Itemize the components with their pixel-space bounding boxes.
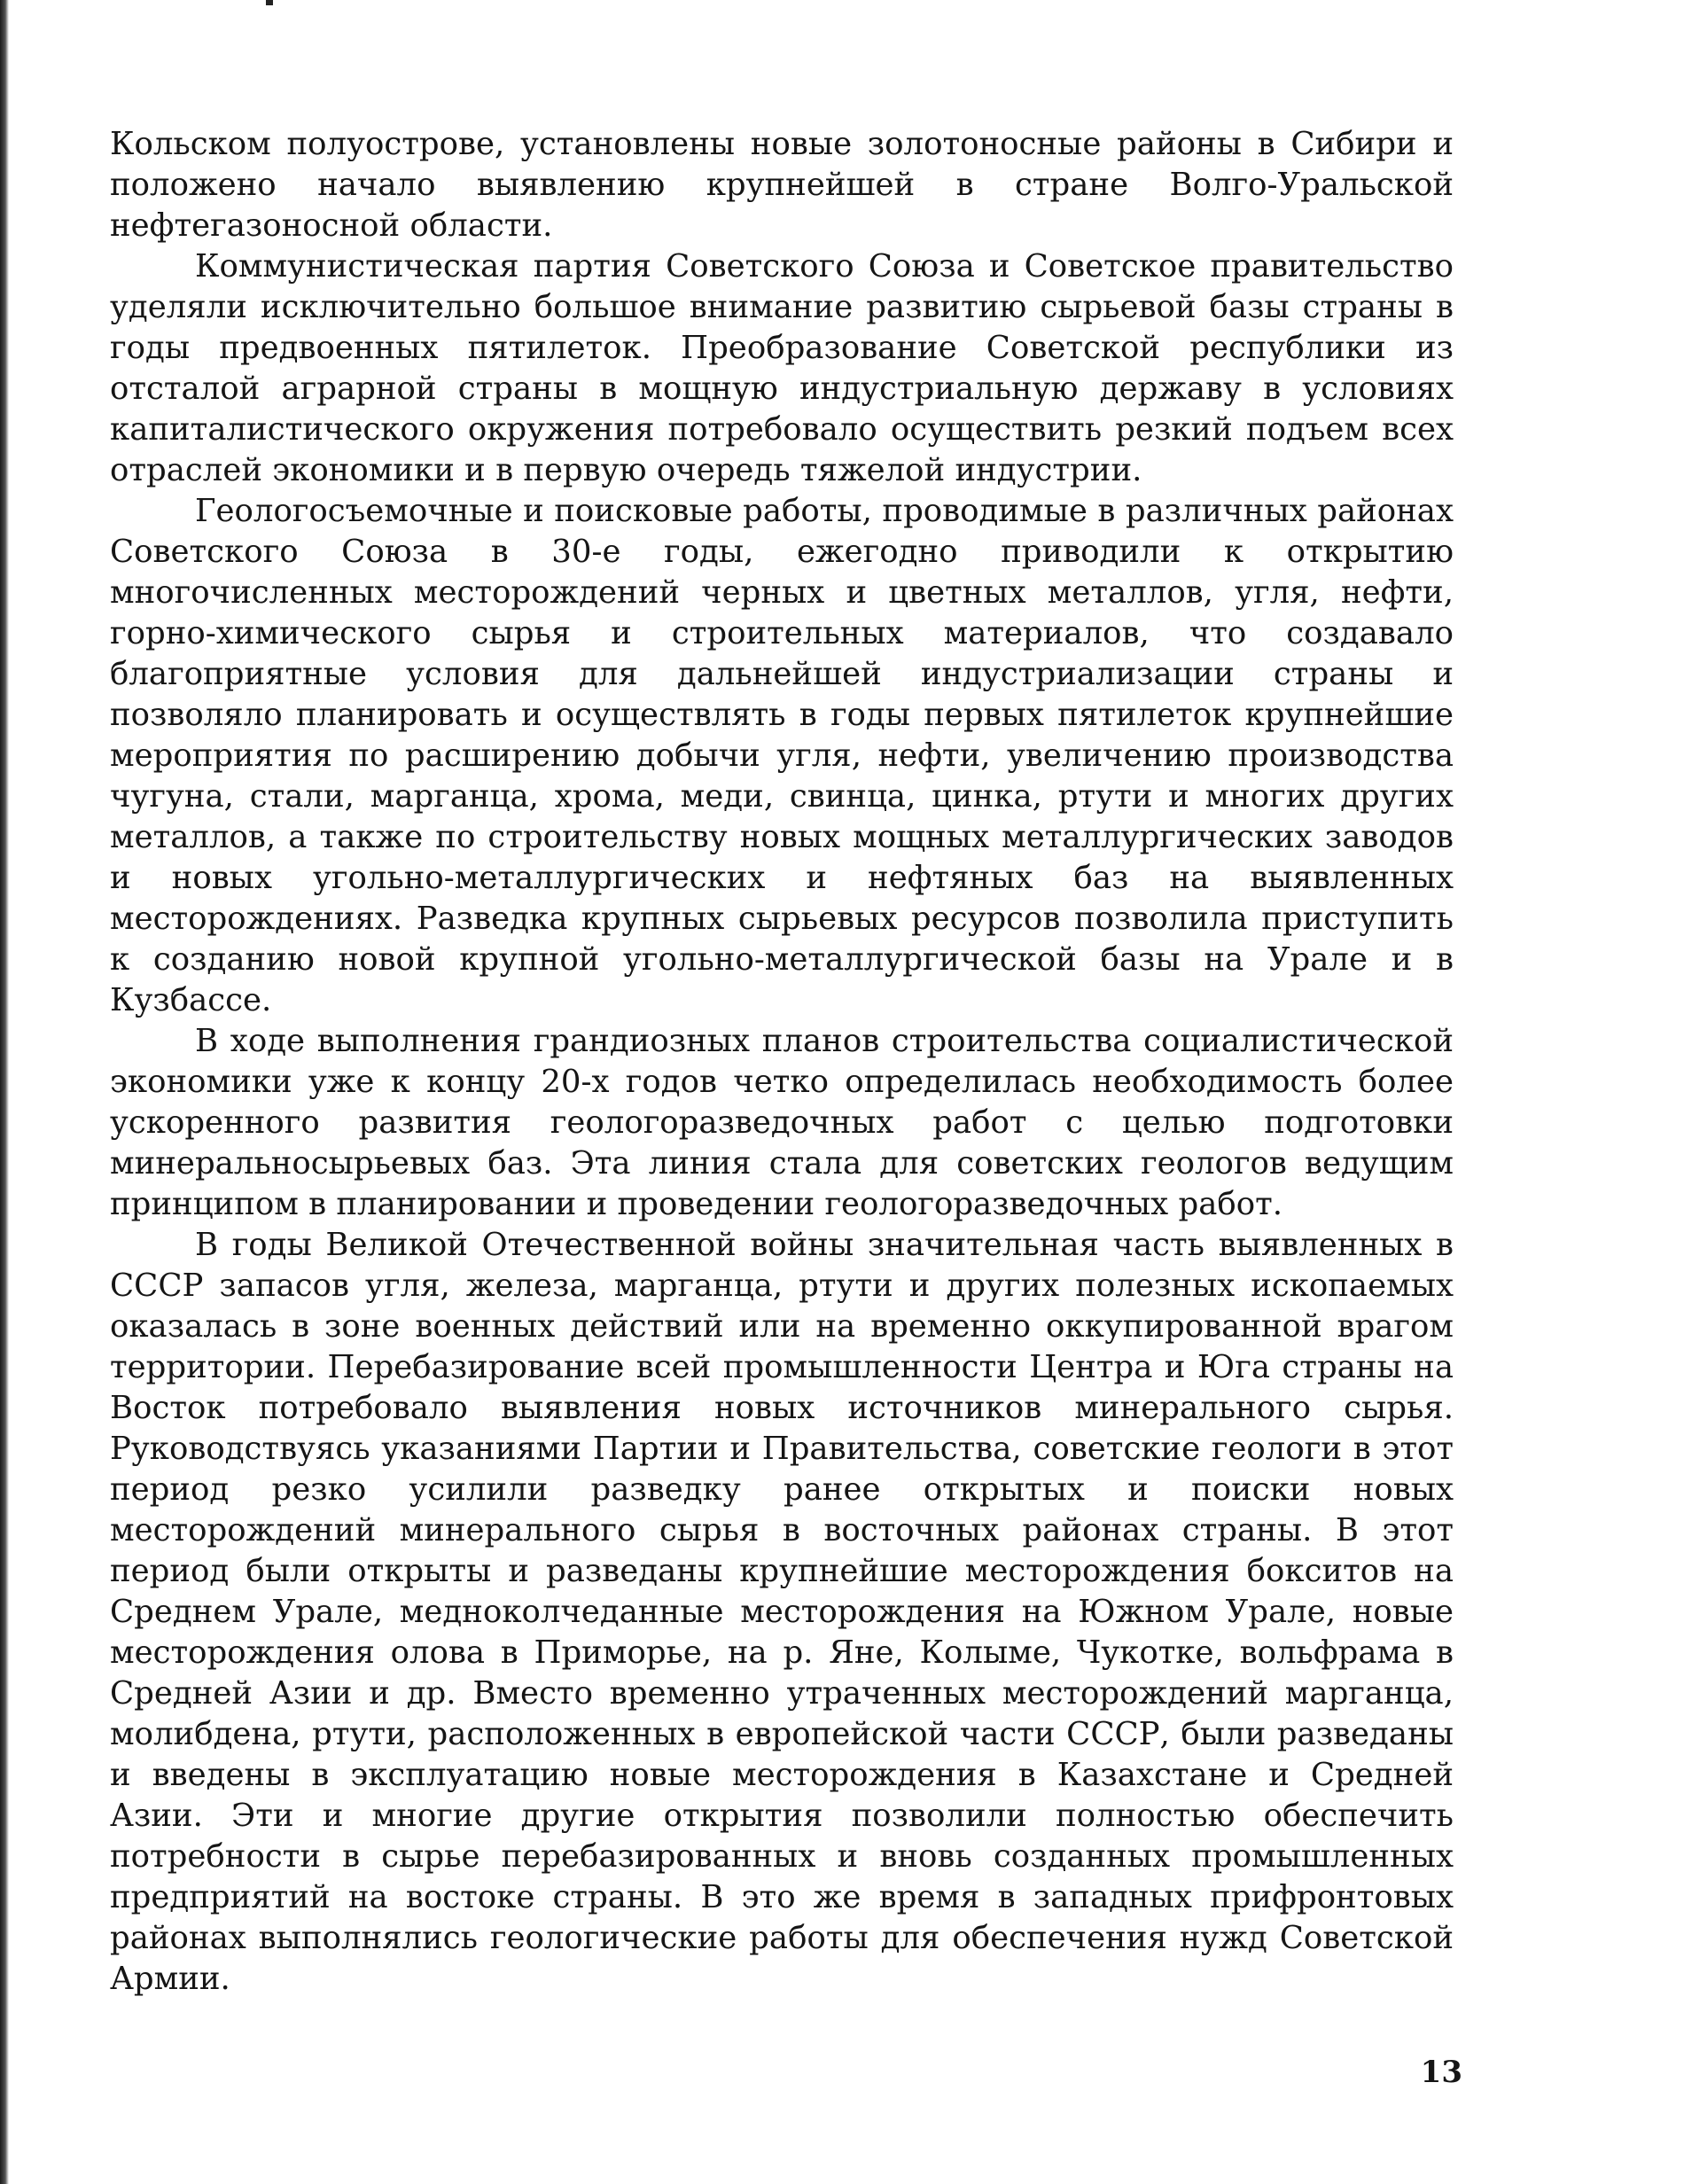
scan-edge-shadow <box>0 0 9 2184</box>
page-number: 13 <box>1420 2055 1462 2090</box>
paragraph-4: В ходе выполнения грандиозных планов строительства социалистической экономики уже к концу 20-х годов четко определилась необходимость более ускоренного развития геологоразведочных работ с целью подготовки минеральносырьевых баз. Эта линия стала для советских геологов ведущим принципом в планировании и проведении геологоразведочных работ. <box>110 1023 1454 1222</box>
paragraph-1: Кольском полуострове, установлены новые золотоносные районы в Сибири и положено начало выявлению крупнейшей в стране Волго-Уральской нефтегазоносной области. <box>110 126 1454 244</box>
paragraph-2: Коммунистическая партия Советского Союза и Советское правительство уделяли исключительно большое внимание развитию сырьевой базы страны в годы предвоенных пятилеток. Преобразование Советской республики из отсталой аграрной страны в мощную индустриальную державу в условиях капиталистического окружения потребовало осуществить резкий подъем всех отраслей экономики и в первую очередь тяжелой индустрии. <box>110 248 1454 488</box>
paragraph-5: В годы Великой Отечественной войны значительная часть выявленных в СССР запасов угля, железа, марганца, ртути и других полезных ископаемых оказалась в зоне военных действий или на временно оккупированной врагом территории. Перебазирование всей промышленности Центра и Юга страны на Восток потребовало выявления новых источников минерального сырья. Руководствуясь указаниями Партии и Правительства, советские геологи в этот период резко усилили разведку ранее открытых и поиски новых месторождений минерального сырья в восточных районах страны. В этот период были открыты и разведаны крупнейшие месторождения бокситов на Среднем Урале, медноколчеданные месторождения на Южном Урале, новые месторождения олова в Приморье, на р. Яне, Колыме, Чукотке, вольфрама в Средней Азии и др. Вместо временно утраченных месторождений марганца, молибдена, ртути, расположенных в европейской части СССР, были разведаны и введены в эксплуатацию новые месторождения в Казахстане и Средней Азии. Эти и многие другие открытия позволили полностью обеспечить потребности в сырье перебазированных и вновь созданных промышленных предприятий на востоке страны. В это же время в западных прифронтовых районах выполнялись геологические работы для обеспечения нужд Советской Армии. <box>110 1227 1454 1997</box>
page-body <box>110 124 1454 2000</box>
scan-mark <box>266 0 273 5</box>
paragraph-3: Геологосъемочные и поисковые работы, проводимые в различных районах Советского Союза в 30-е годы, ежегодно приводили к открытию многочисленных месторождений черных и цветных металлов, угля, нефти, горно-химического сырья и строительных материалов, что создавало благоприятные условия для дальнейшей индустриализации страны и позволяло планировать и осуществлять в годы первых пятилеток крупнейшие мероприятия по расширению добычи угля, нефти, увеличению производства чугуна, стали, марганца, хрома, меди, свинца, цинка, ртути и многих других металлов, а также по строительству новых мощных металлургических заводов и новых угольно-металлургических и нефтяных баз на выявленных месторождениях. Разведка крупных сырьевых ресурсов позволила приступить к созданию новой крупной угольно-металлургической базы на Урале и в Кузбассе. <box>110 493 1454 1018</box>
